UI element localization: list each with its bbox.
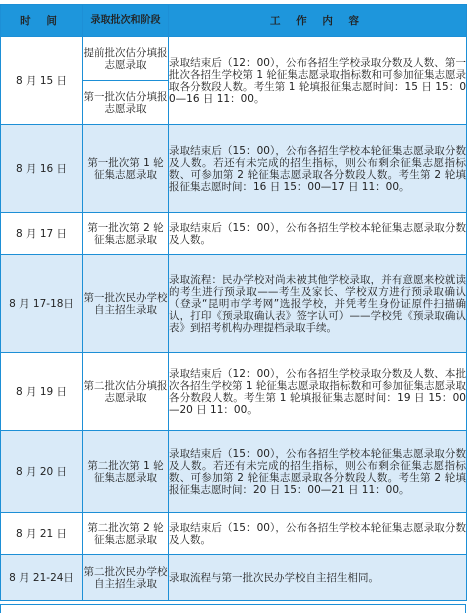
- row-content: 录取结束后（12：00），公布各招生学校录取分数及人数、第一批次各招生学校第 1 轮征集志愿录取指标数和可参加征集志愿录取各分数段人数。考生第 1 轮填报征集志愿时间：15 日 15：00—16 日 11：00。: [169, 37, 467, 125]
- table-row: [1, 37, 467, 81]
- table-row: [1, 125, 467, 213]
- table-row: [1, 255, 467, 353]
- row-stage: 提前批次估分填报志愿录取: [83, 37, 169, 81]
- row-date: 8 月 17 日: [1, 213, 83, 255]
- table-continuation-edge: [0, 604, 466, 613]
- table-header-row: [1, 5, 467, 37]
- row-date: 8 月 16 日: [1, 125, 83, 213]
- row-date: 8 月 19 日: [1, 353, 83, 431]
- row-date: 8 月 17-18日: [1, 255, 83, 353]
- row-stage: 第一批次第 2 轮征集志愿录取: [83, 213, 169, 255]
- table-row: [1, 353, 467, 431]
- table-row: [1, 513, 467, 555]
- row-stage: 第二批次民办学校自主招生录取: [83, 555, 169, 601]
- row-content: 录取流程与第一批次民办学校自主招生相同。: [169, 555, 467, 601]
- row-content: 录取结束后（12：00），公布各招生学校录取分数及人数、本批次各招生学校第 1 轮征集志愿录取指标数和可参加征集志愿录取各分数段人数。考生第 1 轮填报征集志愿时间：19 日 15：00—20 日 11：00。: [169, 353, 467, 431]
- row-content: 录取结束后（15：00），公布各招生学校本轮征集志愿录取分数及人数。: [169, 213, 467, 255]
- row-stage: 第一批次民办学校自主招生录取: [83, 255, 169, 353]
- row-date: 8 月 20 日: [1, 431, 83, 513]
- row-date: 8 月 21 日: [1, 513, 83, 555]
- row-date: 8 月 15 日: [1, 37, 83, 125]
- row-stage: 第二批次第 1 轮征集志愿录取: [83, 431, 169, 513]
- table-row: [1, 213, 467, 255]
- table-row: [1, 431, 467, 513]
- admission-schedule-table: [0, 4, 467, 601]
- table-row: [1, 555, 467, 601]
- row-stage: 第二批次第 2 轮征集志愿录取: [83, 513, 169, 555]
- header-time: 时 间: [1, 5, 83, 37]
- row-content: 录取流程：民办学校对尚未被其他学校录取，并有意愿来校就读的考生进行预录取——考生及家长、学校双方进行预录取确认（登录“昆明市学考网”选报学校，并凭考生身份证原件扫描确认，打印《预录取确认表》签字认可）——学校凭《预录取确认表》到招考机构办理提档录取手续。: [169, 255, 467, 353]
- row-stage: 第一批次估分填报志愿录取: [83, 81, 169, 125]
- row-content: 录取结束后（15：00），公布各招生学校本轮征集志愿录取分数及人数。若还有未完成的招生指标，则公布剩余征集志愿指标数、可参加第 2 轮征集志愿录取各分数段人数。考生第 2 轮填报征集志愿时间：20 日 15：00—21 日 11：00。: [169, 431, 467, 513]
- header-content: 工 作 内 容: [169, 5, 467, 37]
- row-stage: 第二批次估分填报志愿录取: [83, 353, 169, 431]
- header-stage: 录取批次和阶段: [83, 5, 169, 37]
- row-content: 录取结束后（15：00），公布各招生学校本轮征集志愿录取分数及人数。: [169, 513, 467, 555]
- row-date: 8 月 21-24日: [1, 555, 83, 601]
- row-content: 录取结束后（15：00），公布各招生学校本轮征集志愿录取分数及人数。若还有未完成的招生指标，则公布剩余征集志愿指标数、可参加第 2 轮征集志愿录取各分数段人数。考生第 2 轮填报征集志愿时间：16 日 15：00—17 日 11：00。: [169, 125, 467, 213]
- row-stage: 第一批次第 1 轮征集志愿录取: [83, 125, 169, 213]
